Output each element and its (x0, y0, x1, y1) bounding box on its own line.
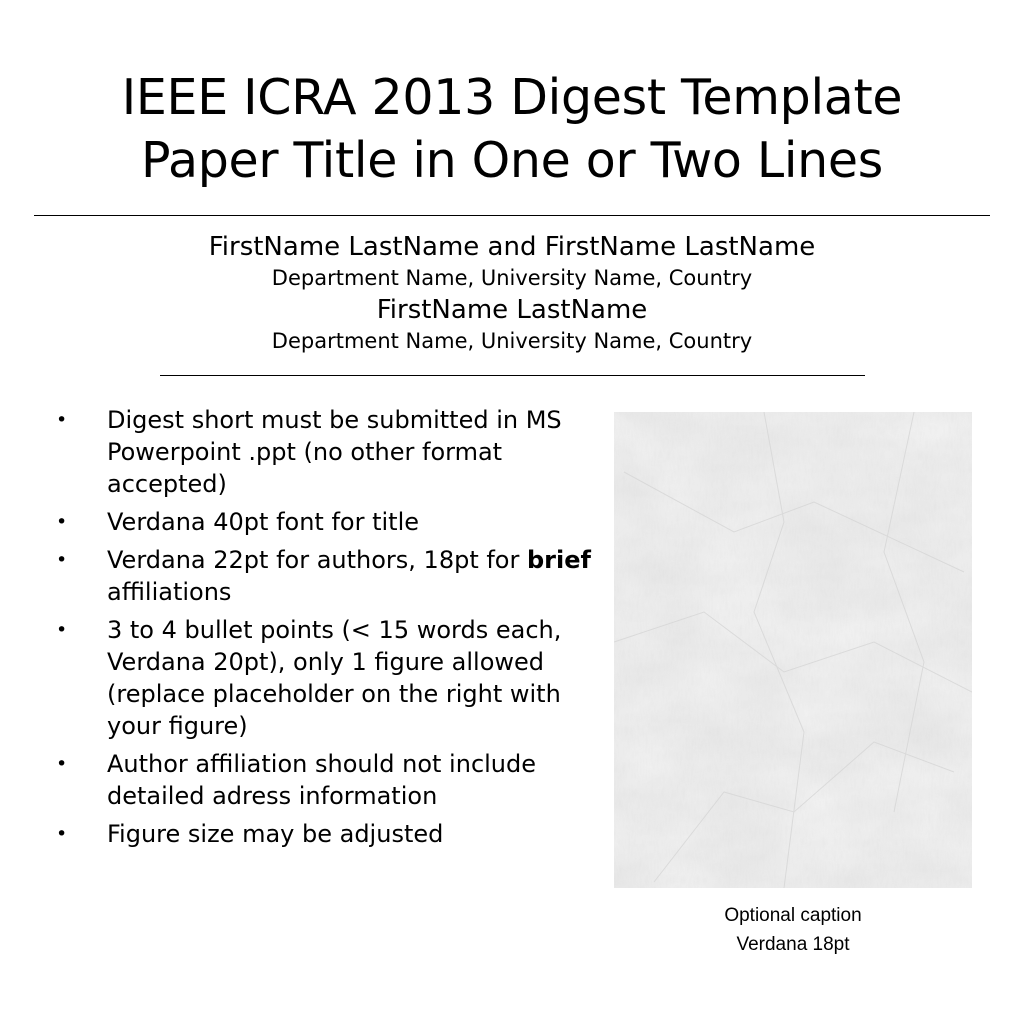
bullet-text-after: affiliations (107, 578, 232, 606)
paper-title (0, 66, 1024, 192)
bullet-marker: • (56, 511, 68, 533)
bullet-item (56, 818, 596, 850)
author-divider (160, 375, 865, 376)
bullet-marker: • (56, 619, 68, 641)
caption-line-1: Optional caption (724, 905, 862, 926)
bullet-marker: • (56, 409, 68, 431)
title-divider (34, 215, 990, 216)
author-block (0, 230, 1024, 356)
bullet-text (107, 546, 591, 606)
bullet-item (56, 614, 596, 742)
author-names-1: FirstName LastName and FirstName LastName (208, 232, 816, 262)
caption-line-2: Verdana 18pt (736, 934, 850, 955)
figure-caption (614, 901, 972, 959)
bullet-text: Author affiliation should not include detailed adress information (107, 750, 537, 810)
bullet-item (56, 404, 596, 500)
bullet-marker: • (56, 823, 68, 845)
bullet-marker: • (56, 753, 68, 775)
bullet-item (56, 748, 596, 812)
paper-title-line-2: Paper Title in One or Two Lines (140, 132, 884, 189)
paper-title-line-1: IEEE ICRA 2013 Digest Template (121, 69, 903, 126)
bullet-text: Digest short must be submitted in MS Powerpoint .ppt (no other format accepted) (107, 406, 562, 498)
author-names-2: FirstName LastName (376, 295, 648, 325)
bullet-text: 3 to 4 bullet points (< 15 words each, Verdana 20pt), only 1 figure allowed (replace placeholder on the right with your figure) (107, 616, 562, 740)
bullet-list (56, 404, 596, 856)
bullet-item (56, 506, 596, 538)
bullet-text-before: Verdana 22pt for authors, 18pt for (107, 546, 527, 574)
crumpled-paper-texture (614, 412, 972, 888)
bullet-item (56, 544, 596, 608)
figure-placeholder (614, 412, 972, 888)
bullet-text-bold: brief (527, 546, 591, 574)
affiliation-1: Department Name, University Name, Country (271, 266, 753, 290)
bullet-text: Figure size may be adjusted (107, 820, 444, 848)
bullet-text: Verdana 40pt font for title (107, 508, 419, 536)
bullet-marker: • (56, 549, 68, 571)
affiliation-2: Department Name, University Name, Country (271, 329, 753, 353)
